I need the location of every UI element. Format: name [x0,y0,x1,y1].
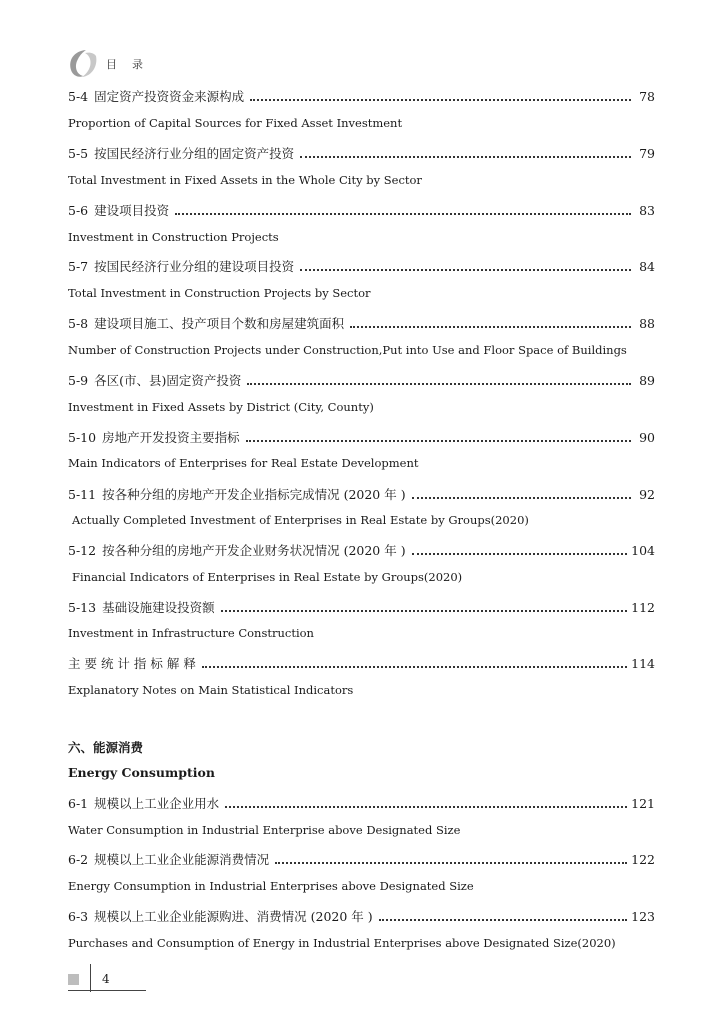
page-header-title: 目 录 [106,58,145,71]
page-number: 4 [102,972,110,986]
entry-page: 92 [639,487,655,502]
footer-square [68,974,79,985]
entry-page: 121 [631,796,655,811]
leader-dots [175,213,631,215]
entry-page: 84 [639,259,655,274]
leader-dots [275,862,627,864]
entry-title-zh: 建设项目投资 [94,203,170,218]
entry-number: 5-11 [68,487,97,502]
footer-rule [68,990,146,991]
toc-entry-6-2[interactable] [68,848,655,868]
entry-title-zh: 规模以上工业企业用水 [94,796,220,811]
entry-page: 112 [631,600,655,615]
entry-title-zh: 基础设施建设投资额 [102,600,215,615]
section-title-en: Energy Consumption [68,765,215,780]
toc-entry-5-6[interactable] [68,199,655,219]
leader-dots [350,326,631,328]
entry-title-en: Investment in Infrastructure Construction [68,626,314,640]
entry-number: 5-12 [68,543,97,558]
toc-entry-5-9[interactable] [68,369,655,389]
entry-title-zh: 各区(市、县)固定资产投资 [94,373,242,388]
entry-page: 122 [631,852,655,867]
entry-title-en: Explanatory Notes on Main Statistical Indicators [68,683,354,697]
section-title-zh: 六、能源消费 [68,740,144,755]
entry-page: 104 [631,543,655,558]
leader-dots [247,383,631,385]
entry-page: 89 [639,373,655,388]
entry-page: 90 [639,430,655,445]
toc-entry-5-8[interactable] [68,312,655,332]
entry-page: 79 [639,146,655,161]
leader-dots [202,666,627,668]
entry-title-en: Total Investment in Construction Projects by Sector [68,286,371,300]
entry-title-en: Main Indicators of Enterprises for Real Estate Development [68,456,419,470]
leader-dots [246,440,631,442]
toc-entry-6-3[interactable] [68,905,655,925]
leader-dots [300,156,631,158]
entry-title-zh: 按各种分组的房地产开发企业财务状况情况 (2020 年 ) [102,543,406,558]
entry-number: 5-8 [68,316,89,331]
entry-number: 6-3 [68,909,89,924]
toc-entry-5-7[interactable] [68,255,655,275]
entry-number: 5-10 [68,430,97,445]
page-footer [68,964,148,994]
entry-title-en: Purchases and Consumption of Energy in Industrial Enterprises above Designated Size(2020) [68,936,616,950]
toc-entry-6-1[interactable] [68,792,655,812]
entry-number: 5-13 [68,600,97,615]
entry-number: 5-5 [68,146,89,161]
entry-title-en: Financial Indicators of Enterprises in Real Estate by Groups(2020) [72,570,463,584]
entry-number: 6-2 [68,852,89,867]
entry-title-zh: 固定资产投资资金来源构成 [94,89,245,104]
entry-title-en: Water Consumption in Industrial Enterprise above Designated Size [68,823,461,837]
entry-number: 5-9 [68,373,89,388]
toc-entry-5-5[interactable] [68,142,655,162]
entry-page: 88 [639,316,655,331]
swirl-logo-icon [66,46,100,80]
leader-dots [412,553,628,555]
leader-dots [225,806,627,808]
entry-title-en: Investment in Construction Projects [68,230,279,244]
entry-title-zh: 房地产开发投资主要指标 [102,430,240,445]
entry-title-zh: 按各种分组的房地产开发企业指标完成情况 (2020 年 ) [102,487,406,502]
toc-entry-5-4[interactable] [68,85,655,105]
entry-title-en: Total Investment in Fixed Assets in the Whole City by Sector [68,173,422,187]
toc-entry-5-12[interactable] [68,539,655,559]
entry-title-zh: 主 要 统 计 指 标 解 释 [68,656,196,671]
entry-number: 5-4 [68,89,89,104]
entry-number: 5-6 [68,203,89,218]
leader-dots [221,610,628,612]
entry-title-en: Actually Completed Investment of Enterprises in Real Estate by Groups(2020) [72,513,529,527]
toc-entry-5-13[interactable] [68,596,655,616]
entry-title-en: Proportion of Capital Sources for Fixed Asset Investment [68,116,403,130]
entry-title-zh: 按国民经济行业分组的固定资产投资 [94,146,295,161]
entry-page: 114 [631,656,655,671]
entry-title-zh: 规模以上工业企业能源购进、消费情况 (2020 年 ) [94,909,373,924]
entry-page: 123 [631,909,655,924]
entry-page: 78 [639,89,655,104]
leader-dots [300,269,631,271]
toc-entry-notes[interactable] [68,652,655,672]
toc-entry-5-11[interactable] [68,483,655,503]
page-header [66,46,366,80]
entry-title-zh: 建设项目施工、投产项目个数和房屋建筑面积 [94,316,345,331]
entry-title-en: Energy Consumption in Industrial Enterprises above Designated Size [68,879,474,893]
entry-title-en: Investment in Fixed Assets by District (City, County) [68,400,374,414]
entry-number: 6-1 [68,796,89,811]
entry-title-en: Number of Construction Projects under Construction,Put into Use and Floor Space of Buildings [68,343,627,357]
entry-page: 83 [639,203,655,218]
toc-entry-5-10[interactable] [68,426,655,446]
footer-divider [90,964,91,992]
entry-number: 5-7 [68,259,89,274]
leader-dots [250,99,631,101]
leader-dots [412,497,631,499]
leader-dots [379,919,628,921]
entry-title-zh: 按国民经济行业分组的建设项目投资 [94,259,295,274]
entry-title-zh: 规模以上工业企业能源消费情况 [94,852,270,867]
